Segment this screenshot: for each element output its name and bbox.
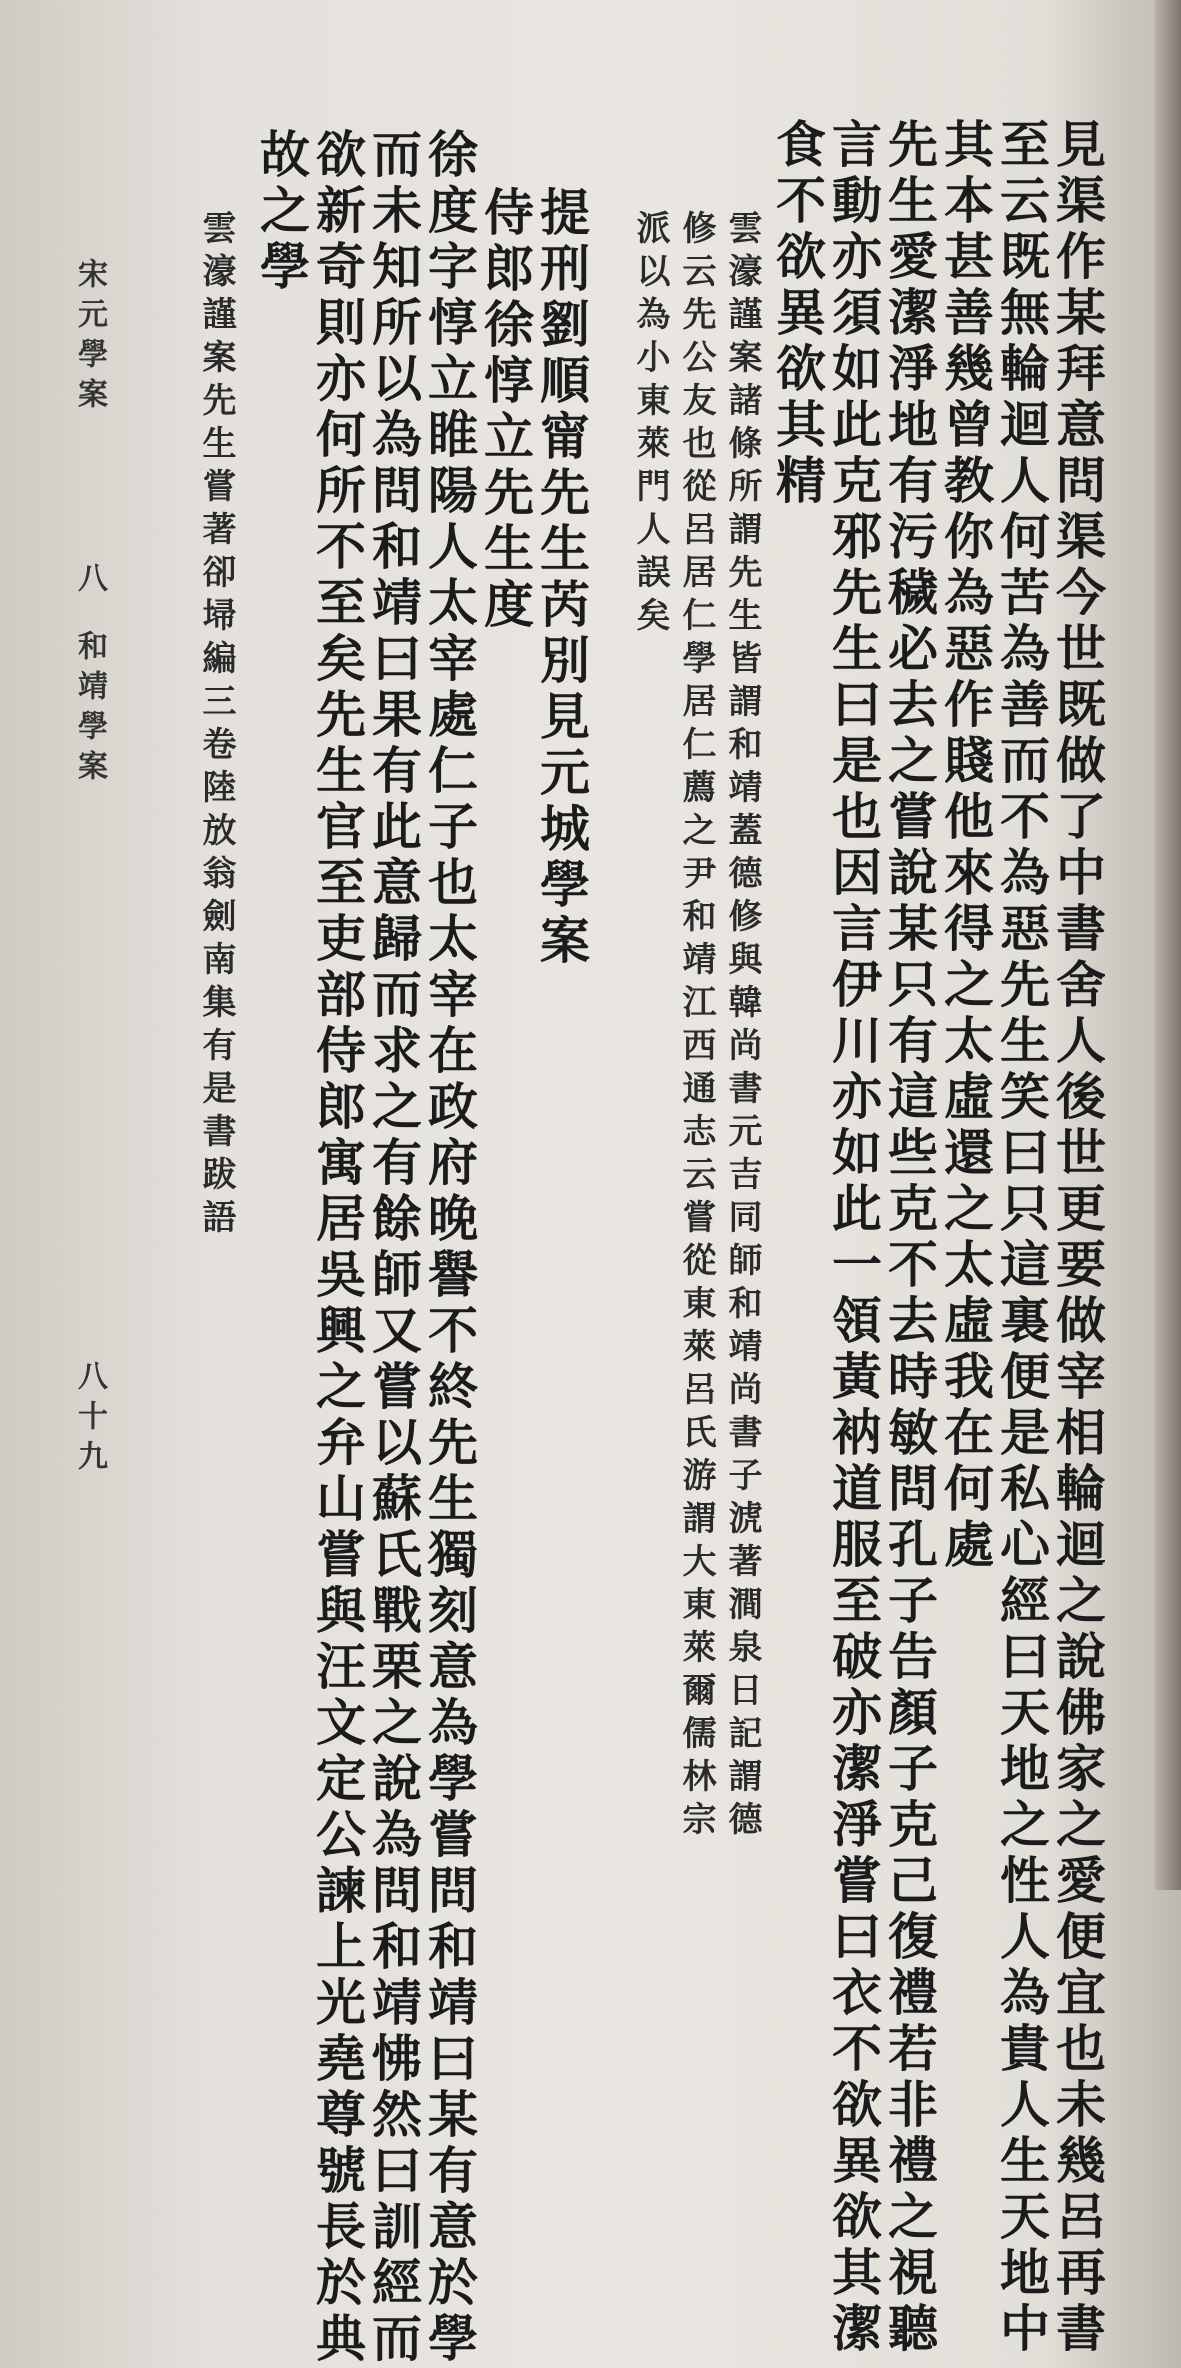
text-column-7: 提刑劉順甯先生芮別見元城學案 xyxy=(532,186,591,970)
note-column-2: 修云先公友也從呂居仁學居仁薦之尹和靖江西通志云嘗從東萊呂氏游謂大東萊爾儒林宗 xyxy=(676,210,716,1844)
note-column-3: 派以為小東萊門人誤矣 xyxy=(630,210,670,640)
text-column-4: 先生愛潔淨地有污穢必去之嘗說某只有這些克不去時敏問孔子告顏子克己復禮若非禮之視聽 xyxy=(880,118,939,2358)
margin-volume: 八 xyxy=(72,562,107,602)
text-column-9: 徐度字惇立睢陽人太宰處仁子也太宰在政府晚譽不終先生獨刻意為學嘗問和靖曰某有意於學 xyxy=(420,128,479,2368)
text-column-8: 侍郎徐惇立先生度 xyxy=(476,186,535,634)
margin-case-title: 和靖學案 xyxy=(72,630,107,790)
note-column-1: 雲濠謹案諸條所謂先生皆謂和靖蓋德修與韓尚書元吉同師和靖尚書子淲著澗泉日記謂德 xyxy=(722,210,762,1844)
margin-book-title: 宋元學案 xyxy=(72,258,107,418)
text-column-2: 至云既無輪迴人何苦為善而不為惡先生笑曰只這裏便是私心經曰天地之性人為貴人生天地中 xyxy=(992,118,1051,2358)
note-column-4: 雲濠謹案先生嘗著卻埽編三卷陸放翁劍南集有是書跋語 xyxy=(196,210,236,1242)
text-column-11: 欲新奇則亦何所不至矣先生官至吏部侍郎寓居吳興之弁山嘗與汪文定公諫上光堯尊號長於典 xyxy=(308,128,367,2368)
text-column-10: 而未知所以為問和靖曰果有此意歸而求之有餘師又嘗以蘇氏戰栗之說為問和靖怫然曰訓經而 xyxy=(364,128,423,2368)
text-column-12: 故之學 xyxy=(252,128,311,296)
text-column-5: 言動亦須如此克邪先生曰是也因言伊川亦如此一領黃衲道服至破亦潔淨嘗曰衣不欲異欲其潔 xyxy=(824,118,883,2358)
book-binding-shadow xyxy=(1155,0,1181,1890)
page-number: 八十九 xyxy=(72,1360,107,1480)
text-column-3: 其本甚善幾曾教你為惡作賤他來得之太虛還之太虛我在何處 xyxy=(936,118,995,1574)
text-column-6: 食不欲異欲其精 xyxy=(768,118,827,510)
text-column-1: 見渠作某拜意問渠今世既做了中書舍人後世更要做宰相輪迴之說佛家之愛便宜也未幾呂再書 xyxy=(1048,118,1107,2358)
